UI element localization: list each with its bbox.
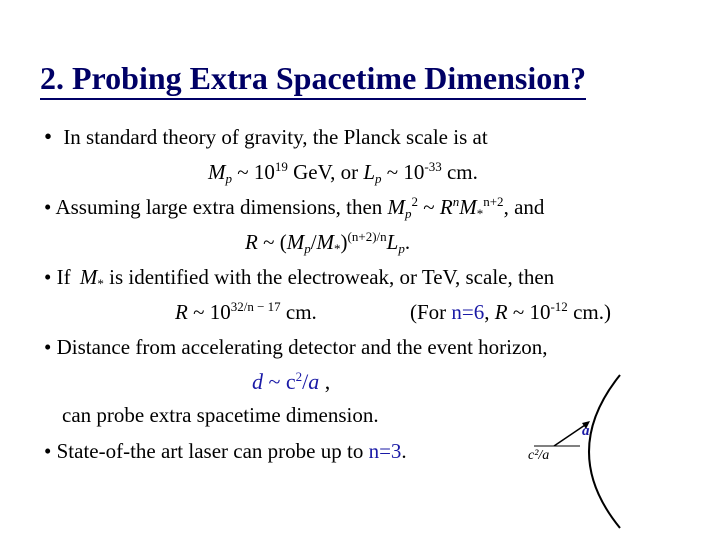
highlight-n6: n=6 xyxy=(451,300,485,324)
tilde: ~ ( xyxy=(257,230,287,254)
subscript-star: * xyxy=(97,276,104,291)
radius-estimate-line xyxy=(175,299,317,325)
bullet-line-4 xyxy=(44,334,548,360)
bullet-line-3 xyxy=(44,264,554,290)
line-7-text: Distance from accelerating detector and the event horizon, xyxy=(56,335,548,359)
bullet: • xyxy=(44,124,53,149)
symbol-R: R xyxy=(175,300,188,324)
symbol-M: M xyxy=(286,230,305,254)
bullet: • xyxy=(44,195,52,219)
symbol-M: M xyxy=(316,230,335,254)
symbol-L: L xyxy=(363,160,376,184)
symbol-M: M xyxy=(387,195,406,219)
symbol-M: M xyxy=(79,265,98,289)
line-10-text: State-of-the art laser can probe up to xyxy=(56,439,369,463)
approx-text: ~ 10 xyxy=(232,160,275,184)
unit-text: cm. xyxy=(280,300,317,324)
probe-text-line xyxy=(62,402,379,428)
line-3-end: , and xyxy=(503,195,545,219)
exponent: (n+2)/n xyxy=(347,229,387,244)
example-note xyxy=(410,299,611,325)
symbol-a: a xyxy=(308,369,320,394)
subscript-p: p xyxy=(304,241,311,256)
paren: ) xyxy=(340,230,348,254)
tilde: ~ 10 xyxy=(507,300,551,324)
subscript-p: p xyxy=(375,171,382,186)
note-text: (For xyxy=(410,300,452,324)
bullet-line-2 xyxy=(44,194,544,220)
exponent: 32/n − 17 xyxy=(230,299,281,314)
bullet-line-1 xyxy=(44,124,488,150)
slash: / xyxy=(310,230,317,254)
slide-title: 2. Probing Extra Spacetime Dimension? xyxy=(40,58,586,100)
approx-text: ~ 10 xyxy=(381,160,425,184)
symbol-R: R xyxy=(494,300,508,324)
highlight-n3: n=3 xyxy=(368,439,402,463)
horizon-curve xyxy=(589,375,620,528)
unit-text: cm. xyxy=(441,160,478,184)
exponent: 19 xyxy=(274,159,288,174)
slash: / xyxy=(302,369,309,394)
symbol-M: M xyxy=(208,160,226,184)
subscript-star: * xyxy=(334,241,341,256)
comma: , xyxy=(484,300,495,324)
symbol-L: L xyxy=(386,230,399,254)
unit-text: GeV, or xyxy=(287,160,364,184)
line-5-end: is identified with the electroweak, or TeV, scale, then xyxy=(103,265,555,289)
label-a: a xyxy=(582,423,590,439)
exponent: -12 xyxy=(550,299,568,314)
planck-scale-line xyxy=(208,159,478,185)
bullet-line-5 xyxy=(44,438,407,464)
comma: , xyxy=(319,369,331,394)
exponent: 2 xyxy=(411,194,419,209)
subscript-p: p xyxy=(398,241,405,256)
line-5-start: If xyxy=(56,265,76,289)
bullet: • xyxy=(44,335,52,359)
exponent: 2 xyxy=(295,369,303,384)
tilde: ~ xyxy=(418,195,440,219)
line-3-text: Assuming large extra dimensions, then xyxy=(55,195,388,219)
tilde: ~ 10 xyxy=(187,300,231,324)
label-c2-over-a: c²/a xyxy=(528,448,550,463)
exponent: -33 xyxy=(424,159,442,174)
bullet: • xyxy=(44,439,52,463)
bullet: • xyxy=(44,265,52,289)
line-1-text: In standard theory of gravity, the Planck scale is at xyxy=(63,125,488,149)
period: . xyxy=(404,230,411,254)
subscript-p: p xyxy=(405,206,412,221)
exponent: n+2 xyxy=(483,194,504,209)
symbol-R: R xyxy=(245,230,258,254)
period: . xyxy=(401,439,407,463)
tilde: ~ c xyxy=(263,369,296,394)
exponent: n xyxy=(452,194,460,209)
radius-formula-line xyxy=(245,229,410,255)
symbol-d: d xyxy=(252,369,263,394)
symbol-M: M xyxy=(459,195,477,219)
distance-formula-line xyxy=(252,369,330,395)
event-horizon-diagram xyxy=(520,370,670,535)
symbol-R: R xyxy=(439,195,453,219)
line-9-text: can probe extra spacetime dimension. xyxy=(62,403,379,427)
subscript-star: * xyxy=(476,206,484,221)
subscript-p: p xyxy=(225,171,232,186)
unit-text: cm.) xyxy=(567,300,611,324)
